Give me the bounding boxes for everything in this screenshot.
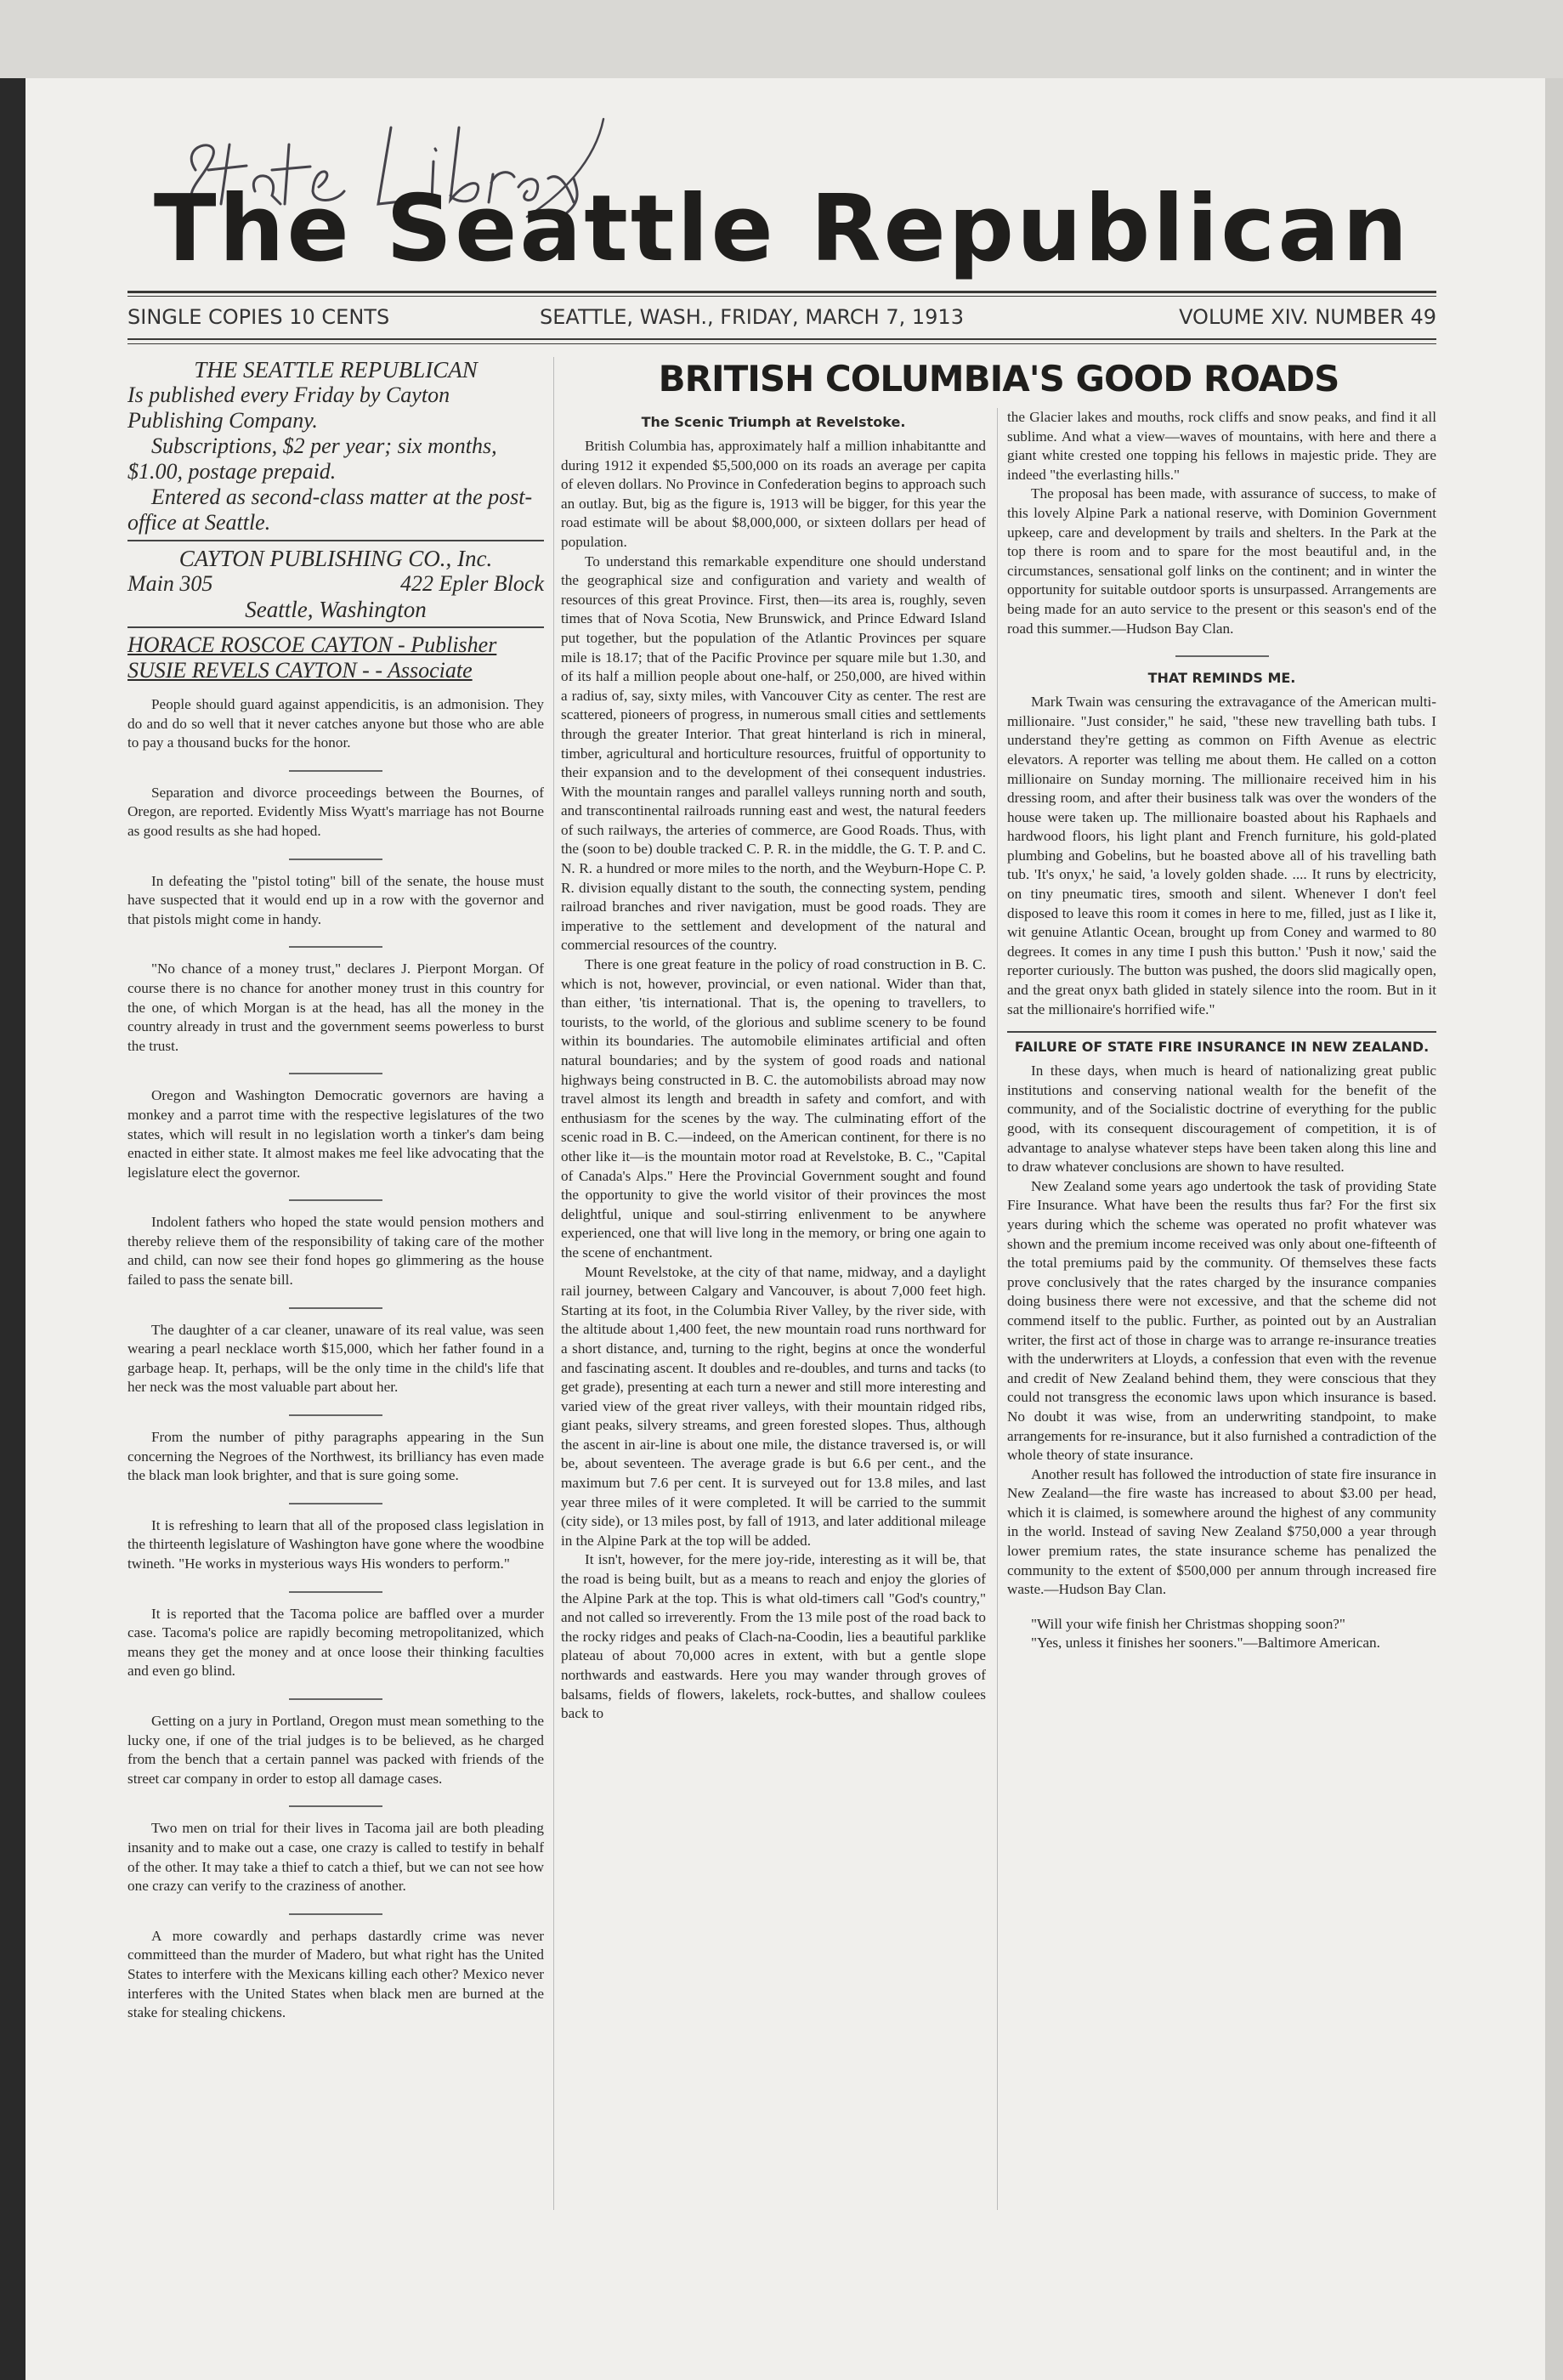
paragraph-separator bbox=[289, 1698, 382, 1700]
editorial-paragraph: It is reported that the Tacoma police are baffled over a murder case. Tacoma's police are rapidly becoming metropolitanized, which means they get the money and at once loose their thinking faculties and even go blind. bbox=[127, 1605, 544, 1680]
editorial-paragraph: Separation and divorce proceedings between the Bournes, of Oregon, are reported. Evidently Miss Wyatt's marriage has not Bourne as good results as she had hoped. bbox=[127, 784, 544, 839]
masthead-rule-top bbox=[127, 291, 1436, 293]
story-paragraph: In these days, when much is heard of nationalizing great public institutions and conserving national wealth for the benefit of the community, and of the Socialistic doctrine of everything for the public good, with its consequent discouragement of competition, it is of advantage to analyse whatever steps have been taken along this line and to draw whatever conclusions are shown to have resulted. bbox=[1007, 1062, 1436, 1176]
dateline bbox=[127, 302, 1436, 336]
story-paragraph: The proposal has been made, with assurance of success, to make of this lovely Alpine Park a national reserve, with Dominion Government upkeep, care and development by trails and shelters. In the Park at the top there is room and to spare for the most beautiful and, in the circumstances, sensational golf links on the continent; and in winter the opportunity for suitable outdoor sports is unsurpassed. Arrangements are being made for an auto service to the present or this season's end of the road this summer.—Hudson Bay Clan. bbox=[1007, 485, 1436, 637]
paragraph-separator bbox=[289, 1414, 382, 1416]
story-separator bbox=[1175, 655, 1269, 657]
notice-divider bbox=[127, 540, 544, 541]
paragraph-separator bbox=[289, 770, 382, 772]
insurance-story bbox=[1007, 1038, 1436, 1600]
paragraph-separator bbox=[289, 1503, 382, 1504]
editorial-paragraph: Two men on trial for their lives in Tacoma jail are both pleading insanity and to make out a case, one crazy is called to testify in behalf of the other. It may take a thief to catch a thief, but we can not see how one crazy can verify to the craziness of another. bbox=[127, 1820, 544, 1895]
publication-notice bbox=[127, 357, 544, 683]
masthead-rule-top-thin bbox=[127, 296, 1436, 297]
editorial-paragraph: A more cowardly and perhaps dastardly crime was never committeed than the murder of Madero, but what right has the United States to interfere with the Mexicans killing each other? Mexico never interferes with the United States when black men are burned at the stake for stealing chickens. bbox=[127, 1927, 544, 2021]
notice-address: 422 Epler Block bbox=[400, 571, 544, 596]
place-date-text: SEATTLE, WASH., FRIDAY, MARCH 7, 1913 bbox=[540, 305, 964, 329]
paragraph-separator bbox=[289, 1591, 382, 1593]
notice-publisher: HORACE ROSCOE CAYTON - Publisher bbox=[127, 632, 497, 657]
joke bbox=[1007, 1615, 1436, 1653]
story-divider bbox=[1007, 1031, 1436, 1033]
paragraph-separator bbox=[289, 1913, 382, 1915]
notice-phone: Main 305 bbox=[127, 571, 213, 596]
story-paragraph: Another result has followed the introduction of state fire insurance in New Zealand—the fire waste has increased to about $3.00 per head, which it is claimed, is somewhere around the highest of any community in the world. Instead of saving New Zealand $750,000 a year through lower premium rates, the state insurance scheme has penalized the community to the extent of $500,000 per annum through increased fire waste.—Hudson Bay Clan. bbox=[1007, 1465, 1436, 1598]
masthead-title: The Seattle Republican bbox=[153, 176, 1411, 282]
scan-border-top bbox=[0, 0, 1563, 78]
right-column bbox=[1007, 357, 1436, 1653]
notice-contact-row bbox=[127, 571, 544, 597]
editorial-paragraph: It is refreshing to learn that all of the proposed class legislation in the thirteenth legislature of Washington have gone where the woodbine twineth. "He works in mysterious ways His wonders to perform." bbox=[127, 1516, 544, 1572]
main-headline: BRITISH COLUMBIA'S GOOD ROADS bbox=[658, 358, 1339, 400]
main-story-body bbox=[561, 408, 986, 1724]
story-paragraph: There is one great feature in the policy of road construction in B. C. which is not, however, provincial, or even national. Wider than that, than either, 'tis international. That is, the opening to travellers, to tourists, to the world, of the glorious and sublime scenery to be found within its boundaries. The automobile eliminates artificial and often natural boundaries; and by the system of good roads and national highways being constructed in B. C. the automobilists abroad may now travel almost its length and breadth in safety and comfort, and with enthusiasm for the scenes by the way. The culminating effort of the scenic road in B. C.—indeed, on the American continent, for there is no other like it—is the mountain motor road at Revelstoke, B. C., "Capital of Canada's Alps." Here the Provincial Government sought and found the opportunity to give the world visitor of their provinces the most delightful, unique and soul-stirring enlivenment to be anywhere experienced, one that will live long in the memory, or bring one again to the scene of enchantment. bbox=[561, 956, 986, 1261]
editorial-paragraph: People should guard against appendicitis, is an admonision. They do and do so well that it never catches anyone but those who are able to pay a thousand bucks for the honor. bbox=[127, 696, 544, 751]
story-paragraph: British Columbia has, approximately half a million inhabitantte and during 1912 it expended $5,500,000 on its roads an average per capita of eleven dollars. No Province in Confederation begins to approach such an outlay. But, big as the figure is, 1913 will be bigger, for this year the road estimate will be about $8,000,000, or sixteen dollars per head of population. bbox=[561, 438, 986, 550]
volume-text: VOLUME XIV. NUMBER 49 bbox=[1179, 305, 1436, 329]
editorial-paragraphs bbox=[127, 695, 544, 2023]
paragraph-separator bbox=[289, 1073, 382, 1074]
notice-line-1: Is published every Friday by Cayton Publishing Company. bbox=[127, 382, 450, 433]
editorial-paragraph: The daughter of a car cleaner, unaware of its real value, was seen wearing a pearl necklace worth $15,000, which her father found in a garbage heap. It, perhaps, will be the only time in the child's life that her neck was the most valuable part about her. bbox=[127, 1321, 544, 1396]
story-paragraph: Mount Revelstoke, at the city of that name, midway, and a daylight rail journey, between Calgary and Vancouver, is about 7,000 feet high. Starting at its foot, in the Columbia River Valley, by the river side, with the altitude about 1,400 feet, the new mountain road runs northward for a short distance, and, turning to the right, begins at once the wonderful and fascinating ascent. It doubles and re-doubles, and turns and tacks (to get grade), presenting at each turn a newer and still more interesting and varied view of the great river valleys, with their mountain ridged ribs, giant peaks, silvery streams, and green forested slopes. Thus, although the ascent in air-line is about one mile, the distance traversed is, or will be, about seventeen. The average grade is but 6.6 per cent., and the maximum but 7.6 per cent. It is surveyed out for 13.8 miles, and last year three miles of it were completed. It will be carried to the summit (city side), or 13 miles post, by fall of 1913, and later additional mileage in the Alpine Park at the top will be added. bbox=[561, 1263, 986, 1549]
notice-title: THE SEATTLE REPUBLICAN bbox=[194, 357, 478, 382]
story-paragraph: New Zealand some years ago undertook the task of providing State Fire Insurance. What have been the results thus far? For the first six years during which the scheme was operated no profit whatever was shown and the premium income received was only about one-fifteenth of the total premiums paid by the community. Of themselves these facts prove conclusively that the rates charged by the insurance companies doing business there were not excessive, and that the scheme did not commend itself to the public. Further, as pointed out by an Australian writer, the first act of those in charge was to arrange re-insurance treaties with the underwriters at Lloyds, a confession that even with the revenue and credit of New Zealand behind them, they were conscious that they could not transgress the economic laws upon which insurance is based. No doubt it was wise, from an underwriting standpoint, to make arrangements for re-insurance, but it also furnished a contradiction of the whole theory of state insurance. bbox=[1007, 1177, 1436, 1464]
editorial-paragraph: Oregon and Washington Democratic governors are having a monkey and a parrot time with the respective legislatures of the two states, which will result in no legislation worth a tinker's dam being enacted in either state. It almost makes me feel like advocating that the legislature elect the governor. bbox=[127, 1087, 544, 1181]
paragraph-separator bbox=[289, 1805, 382, 1807]
paragraph-separator bbox=[289, 1199, 382, 1201]
insurance-heading: FAILURE OF STATE FIRE INSURANCE IN NEW ZEALAND. bbox=[1014, 1039, 1430, 1056]
notice-line-3: Entered as second-class matter at the post-office at Seattle. bbox=[127, 484, 533, 535]
story-paragraph: the Glacier lakes and mouths, rock cliffs and snow peaks, and find it all sublime. And what a view—waves of mountains, with here and there a giant white crested one topping his fellows in majestic pride. They are indeed "the everlasting hills." bbox=[1007, 409, 1436, 483]
column-rule-2 bbox=[997, 408, 998, 2210]
notice-line-2: Subscriptions, $2 per year; six months, $1.00, postage prepaid. bbox=[127, 434, 497, 484]
reminds-story bbox=[1007, 669, 1436, 1019]
scan-border-right bbox=[1545, 78, 1563, 2380]
masthead-rule-bottom bbox=[127, 338, 1436, 340]
scan-border-left bbox=[0, 78, 25, 2380]
price-text: SINGLE COPIES 10 CENTS bbox=[127, 305, 390, 329]
notice-company: CAYTON PUBLISHING CO., Inc. bbox=[178, 546, 493, 571]
notice-divider bbox=[127, 626, 544, 628]
story-paragraph: It isn't, however, for the mere joy-ride, interesting as it will be, that the road is being built, but as a means to reach and enjoy the glories of the Alpine Park at the top. This is what old-timers call "God's country," and not called so irreverently. From the 13 mile post of the road back to the rocky ridges and peaks of Clach-na-Coodin, lies a beautiful parklike plateau of about 70,000 acres in extent, with but a gentle slope northwards and eastwards. Here you may wander through groves of balsams, fields of flowers, lakelets, rock-buttes, and shallow coulees back to bbox=[561, 1551, 986, 1722]
joke-line: "Will your wife finish her Christmas shopping soon?" bbox=[1031, 1615, 1345, 1632]
editorial-paragraph: Indolent fathers who hoped the state would pension mothers and thereby relieve them of the responsibility of taking care of the mother and child, can now see their fond hopes go glimmering as the house failed to pass the senate bill. bbox=[127, 1214, 544, 1289]
paragraph-separator bbox=[289, 858, 382, 860]
main-story-continued bbox=[1007, 408, 1436, 638]
editorial-paragraph: From the number of pithy paragraphs appearing in the Sun concerning the Negroes of the Northwest, its brilliancy has even made the black man look brighter, and that is sure going some. bbox=[127, 1429, 544, 1484]
paragraph-separator bbox=[289, 1307, 382, 1309]
reminds-heading: THAT REMINDS ME. bbox=[1147, 670, 1296, 687]
paragraph-separator bbox=[289, 946, 382, 948]
editorial-paragraph: "No chance of a money trust," declares J. Pierpont Morgan. Of course there is no chance for another money trust in this country for the one, of which Morgan is at the head, has all the money in the country already in trust and the government seems powerless to burst the trust. bbox=[127, 960, 544, 1054]
main-story-subhead: The Scenic Triumph at Revelstoke. bbox=[641, 414, 906, 430]
joke-line: "Yes, unless it finishes her sooners."—Baltimore American. bbox=[1031, 1635, 1380, 1652]
left-column bbox=[127, 357, 544, 2023]
story-paragraph: Mark Twain was censuring the extravagance of the American multi-millionaire. "Just consider," he said, "these new travelling bath tubs. I understand they're getting as common on Fifth Avenue as electric elevators. A reporter was telling me about them. He called on a cotton millionaire on Sunday morning. The millionaire received him in his dressing room, and after their business talk was over the wonders of the house were taken up. The millionaire boasted about his Raphaels and hardwood floors, his light plant and French furniture, his gold-plated plumbing and Gobelins, but he boasted above all of his travelling bath tub. 'It's onyx,' he said, 'a lovely golden shade. .... It runs by electricity, on tiny pneumatic tires, smooth and silent. Whenever I don't feel disposed to leave this room it comes in here to me, filled, just as I like it, wit genuine Atlantic Ocean, brought up from Coney and warmed to 80 degrees. It comes in any time I push this button.' 'Push it now,' said the reporter curiously. The button was pushed, the doors slid magically open, and the great onyx bath glided in stately silence into the room. But in it sat the millionaire's horrified wife." bbox=[1007, 694, 1436, 1017]
editorial-paragraph: Getting on a jury in Portland, Oregon must mean something to the lucky one, if one of the trial judges is to be believed, as he charged from the bench that a certain pannel was packed with friends of the street car company in order to estop all damage cases. bbox=[127, 1712, 544, 1787]
notice-associate: SUSIE REVELS CAYTON - - Associate bbox=[127, 658, 473, 683]
masthead-rule-bottom-thin bbox=[127, 343, 1436, 344]
editorial-paragraph: In defeating the "pistol toting" bill of the senate, the house must have suspected that it would end up in a row with the governor and that pistols might come in handy. bbox=[127, 872, 544, 927]
column-rule-1 bbox=[553, 357, 554, 2210]
story-paragraph: To understand this remarkable expenditure one should understand the geographical size and configuration and variety and wealth of resources of this great Province. First, then—its area is, roughly, seven times that of Nova Scotia, New Brunswick, and Prince Edward Island put together, but the population of the Atlantic Provinces per square mile is 18.17; that of the Pacific Province per square mile but 1.30, and of its half a million people about one-half, or 250,000, are hived within a radius of, say, sixty miles, with Vancouver City as center. The rest are scattered, pioneers of progress, in numerous small cities and settlements through the greater Interior. That great hinterland is rich in mineral, timber, agricultural and horticulture resources, fruitful of opportunity to their expansion and to the development of thei consequent industries. With the mountain ranges and parallel valleys running north and south, and transcontinental railroads running east and west, the natural feeders of such railways, the arteries of commerce, are Good Roads. Thus, with the (soon to be) double tracked C. P. R. in the middle, the G. T. P. and C. N. R. a hundred or more miles to the north, and the Weyburn-Hope C. P. R. division equally distant to the south, the connecting system, pending railroad branches and river navigation, must be good roads. They are imperative to the settlement and development of the natural and commercial resources of the country. bbox=[561, 552, 986, 954]
notice-city: Seattle, Washington bbox=[245, 597, 427, 622]
